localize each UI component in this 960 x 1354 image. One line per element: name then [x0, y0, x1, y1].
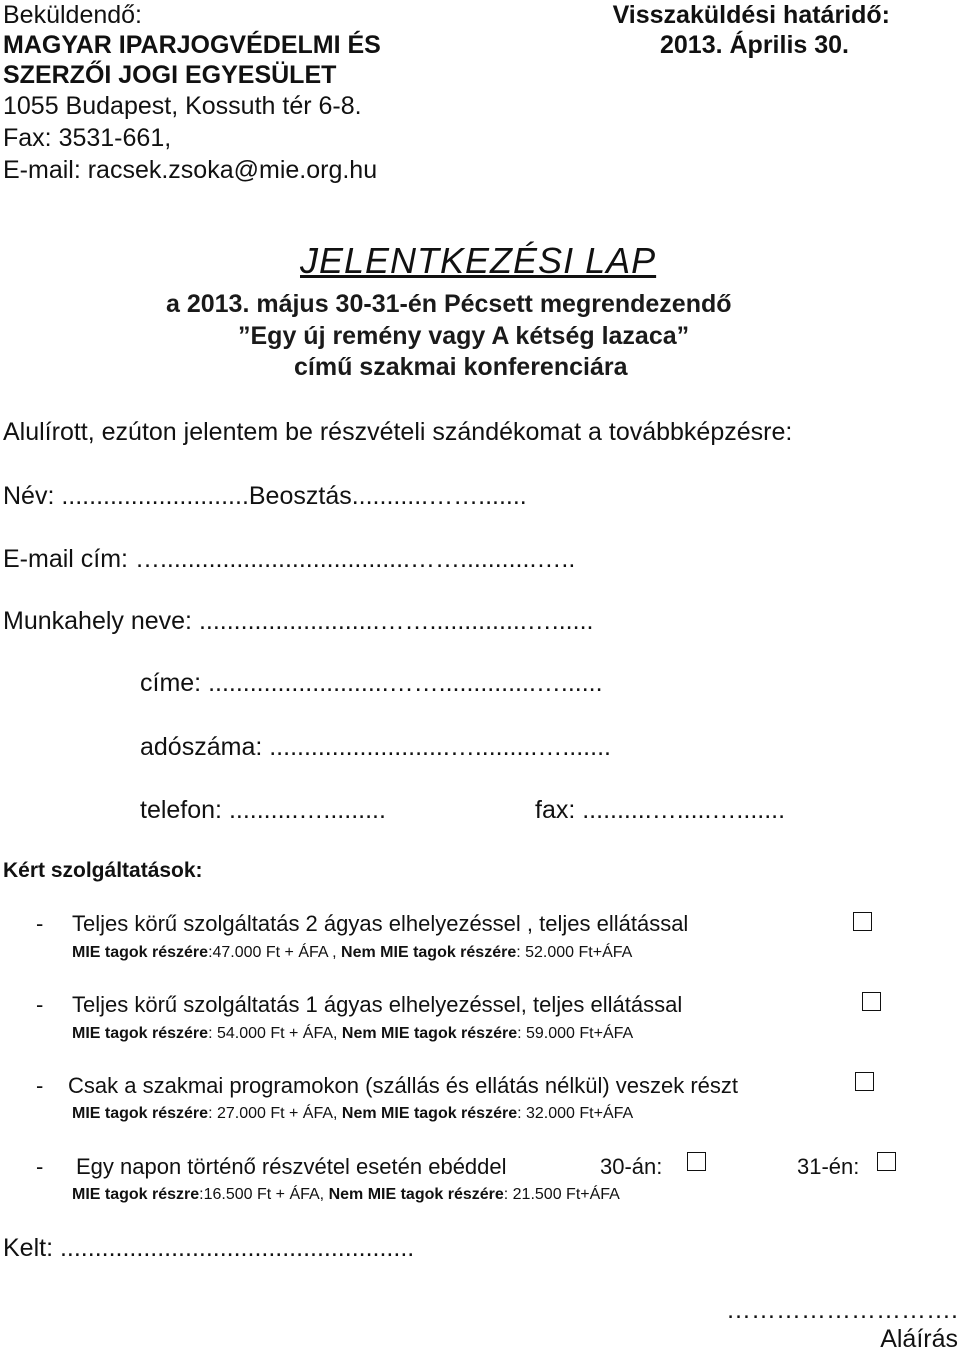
option1-text: Teljes körű szolgáltatás 2 ágyas elhelyezéssel , teljes ellátással — [72, 911, 689, 936]
option4-nonmie-label: Nem MIE tagok részére — [328, 1186, 504, 1203]
sender-address: 1055 Budapest, Kossuth tér 6-8. — [3, 92, 362, 120]
workplace-name-field[interactable]: Munkahely neve: ..........................……..............…...... — [3, 607, 594, 635]
option4-day2-checkbox[interactable] — [877, 1152, 896, 1171]
option4-text: Egy napon történő részvétel esetén ebéddel — [76, 1154, 507, 1179]
option3-mie-label: MIE tagok részére — [72, 1105, 209, 1122]
sender-org-line2: SZERZŐI JOGI EGYESÜLET — [3, 61, 337, 89]
option4-day1-checkbox[interactable] — [687, 1152, 706, 1171]
option4-mie-label: MIE tagok részre — [72, 1186, 200, 1203]
option3-nonmie-label: Nem MIE tagok részére — [341, 1105, 518, 1122]
fax-field[interactable]: fax: ..........….....…....... — [535, 796, 786, 824]
option2-nonmie-label: Nem MIE tagok részére — [341, 1025, 518, 1042]
sender-label: Beküldendő: — [3, 1, 143, 29]
deadline-label: Visszaküldési határidő: — [612, 1, 890, 29]
option3-price — [72, 1105, 633, 1123]
option2-price — [72, 1025, 633, 1043]
option2-dash: - — [36, 992, 44, 1017]
tax-number-field[interactable]: adószáma: ..........................….........…....... — [140, 733, 611, 761]
sender-fax: Fax: 3531-661, — [3, 124, 172, 152]
form-title: JELENTKEZÉSI LAP — [300, 240, 657, 281]
option2-nonmie-price: : 59.000 Ft+ÁFA — [517, 1025, 634, 1042]
email-field[interactable]: E-mail cím: …....................................……...........….. — [3, 545, 576, 573]
option4-nonmie-price: : 21.500 Ft+ÁFA — [503, 1186, 620, 1203]
option3-mie-price: : 27.000 Ft + ÁFA, — [208, 1105, 338, 1122]
option1-dash: - — [36, 911, 44, 936]
signature-label: Aláírás — [880, 1325, 958, 1353]
option2-text: Teljes körű szolgáltatás 1 ágyas elhelyezéssel, teljes ellátással — [72, 992, 683, 1017]
option1-mie-label: MIE tagok részére — [72, 944, 209, 961]
option2-mie-price: : 54.000 Ft + ÁFA, — [208, 1025, 338, 1042]
option4-mie-price: :16.500 Ft + ÁFA, — [199, 1186, 325, 1203]
services-heading: Kért szolgáltatások: — [3, 859, 203, 882]
option3-dash: - — [36, 1073, 44, 1098]
option3-text: Csak a szakmai programokon (szállás és ellátás nélkül) veszek részt — [68, 1073, 739, 1098]
option1-checkbox[interactable] — [853, 912, 872, 931]
option2-mie-label: MIE tagok részére — [72, 1025, 209, 1042]
subtitle-line3: című szakmai konferenciára — [294, 353, 628, 381]
option4-day2-label: 31-én: — [797, 1154, 860, 1179]
name-position-field[interactable]: Név: ...........................Beosztás...........……....... — [3, 482, 527, 510]
signature-line[interactable]: ………………………. — [726, 1296, 958, 1324]
option3-checkbox[interactable] — [855, 1072, 874, 1091]
option2-checkbox[interactable] — [862, 992, 881, 1011]
intro-text: Alulírott, ezúton jelentem be részvételi szándékomat a továbbképzésre: — [3, 418, 793, 446]
sender-email: E-mail: racsek.zsoka@mie.org.hu — [3, 156, 378, 184]
subtitle-line2: ”Egy új remény vagy A kétség lazaca” — [238, 322, 690, 350]
option4-day1-label: 30-án: — [600, 1154, 663, 1179]
phone-field[interactable]: telefon: ..........…......... — [140, 796, 386, 824]
option1-price — [72, 944, 632, 962]
workplace-address-field[interactable]: címe: ..........................……..............…...... — [140, 669, 603, 697]
sender-org-line1: MAGYAR IPARJOGVÉDELMI ÉS — [3, 31, 381, 59]
option3-nonmie-price: : 32.000 Ft+ÁFA — [517, 1105, 634, 1122]
option1-nonmie-price: : 52.000 Ft+ÁFA — [516, 944, 633, 961]
deadline-date: 2013. Április 30. — [660, 31, 850, 59]
date-place-field[interactable]: Kelt: ................................................... — [3, 1234, 415, 1262]
option1-nonmie-label: Nem MIE tagok részére — [341, 944, 517, 961]
option4-price — [72, 1186, 620, 1204]
option4-dash: - — [36, 1154, 44, 1179]
subtitle-line1: a 2013. május 30-31-én Pécsett megrendezendő — [166, 290, 732, 318]
option1-mie-price: :47.000 Ft + ÁFA , — [208, 944, 337, 961]
